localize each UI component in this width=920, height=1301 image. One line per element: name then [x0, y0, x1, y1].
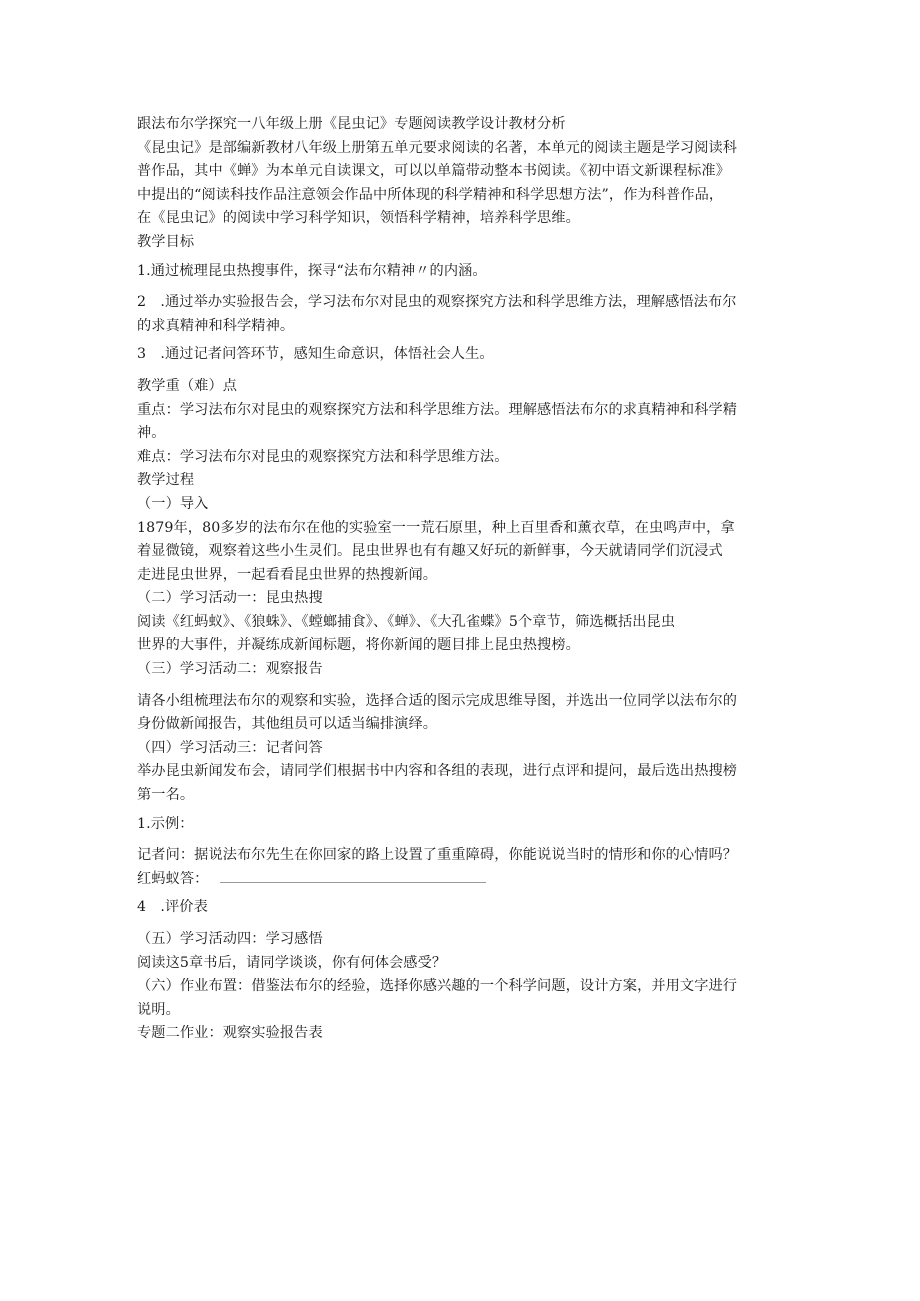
analysis-line: 在《昆虫记》的阅读中学习科学知识，领悟科学精神，培养科学思维。 — [137, 210, 580, 227]
doc-title: 跟法布尔学探究一八年级上册《昆虫记》专题阅读教学设计教材分析 — [137, 116, 566, 132]
step-6-line: （六）作业布置：借鉴法布尔的经验，选择你感兴趣的一个科学问题，设计方案，并用文字进行 — [137, 978, 738, 995]
goal-2-line: 的求真精神和科学精神。 — [137, 317, 295, 334]
process-heading: 教学过程 — [137, 472, 195, 489]
analysis-line: 中提出的“阅读科技作品注意领会作品中所体现的科学精神和科学思想方法”，作为科普作品， — [137, 186, 724, 203]
analysis-line: 《昆虫记》是部编新教材八年级上册第五单元要求阅读的名著，本单元的阅读主题是学习阅读科 — [137, 139, 738, 156]
key-point-line: 神。 — [137, 425, 166, 442]
step-3-line: 身份做新闻报告，其他组员可以适当编排演绎。 — [137, 716, 438, 733]
step-3-heading: （三）学习活动二：观察报告 — [137, 661, 323, 678]
step-1-heading: （一）导入 — [137, 495, 209, 512]
eval-table-label: 4 .评价表 — [137, 899, 208, 916]
ant-answer-label: 红蚂蚁答： — [137, 870, 209, 887]
step-1-line: 1879年，80多岁的法布尔在他的实验室一一荒石原里，种上百里香和薰衣草，在虫鸣声中，拿 — [137, 519, 735, 536]
step-4-line: 第一名。 — [137, 787, 195, 804]
step-5-text: 阅读这5章书后，请同学谈谈，你有何体会感受？ — [137, 954, 447, 971]
goals-heading: 教学目标 — [137, 233, 195, 250]
difficult-point: 难点：学习法布尔对昆虫的观察探究方法和科学思维方法。 — [137, 448, 509, 465]
goal-2-line: 2 .通过举办实验报告会，学习法布尔对昆虫的观察探究方法和科学思维方法，理解感悟法布尔 — [137, 294, 737, 311]
goal-3: 3 .通过记者问答环节，感知生命意识，体悟社会人生。 — [137, 346, 494, 363]
step-1-line: 着显微镜，观察着这些小生灵们。昆虫世界也有有趣又好玩的新鲜事，今天就请同学们沉浸式 — [137, 543, 723, 560]
step-4-line: 举办昆虫新闻发布会，请同学们根据书中内容和各组的表现，进行点评和提问，最后选出热搜榜 — [137, 763, 738, 780]
analysis-line: 普作品，其中《蝉》为本单元自读课文，可以以单篇带动整本书阅读。《初中语文新课程标准》 — [137, 163, 730, 180]
step-1-line: 走进昆虫世界，一起看看昆虫世界的热搜新闻。 — [137, 566, 438, 583]
example-label: 1.示例： — [137, 815, 194, 832]
step-5-heading: （五）学习活动四：学习感悟 — [137, 931, 323, 947]
homework-2: 专题二作业：观察实验报告表 — [137, 1025, 323, 1042]
reporter-question: 记者问：据说法布尔先生在你回家的路上设置了重重障碍，你能说说当时的情形和你的心情吗？ — [137, 847, 738, 864]
answer-blank — [220, 871, 486, 883]
key-point-line: 重点：学习法布尔对昆虫的观察探究方法和科学思维方法。理解感悟法布尔的求真精神和科学精 — [137, 401, 738, 418]
step-2-heading: （二）学习活动一：昆虫热搜 — [137, 590, 323, 607]
step-4-heading: （四）学习活动三：记者问答 — [137, 739, 323, 756]
ant-answer-line — [137, 868, 797, 892]
key-heading: 教学重（难）点 — [137, 377, 238, 394]
step-2-line: 阅读《红蚂蚁》、《狼蛛》、《螳螂捕食》、《蝉》、《大孔雀蝶》5个章节，筛选概括出昆虫 — [137, 613, 676, 630]
step-3-line: 请各小组梳理法布尔的观察和实验，选择合适的图示完成思维导图，并选出一位同学以法布尔的 — [137, 692, 738, 709]
document-body — [137, 113, 797, 1046]
step-2-line: 世界的大事件，并凝练成新闻标题，将你新闻的题目排上昆虫热搜榜。 — [137, 637, 580, 654]
goal-1: 1.通过梳理昆虫热搜事件，探寻“法布尔精神〃的内涵。 — [137, 262, 487, 279]
step-6-line: 说明。 — [137, 1001, 180, 1018]
